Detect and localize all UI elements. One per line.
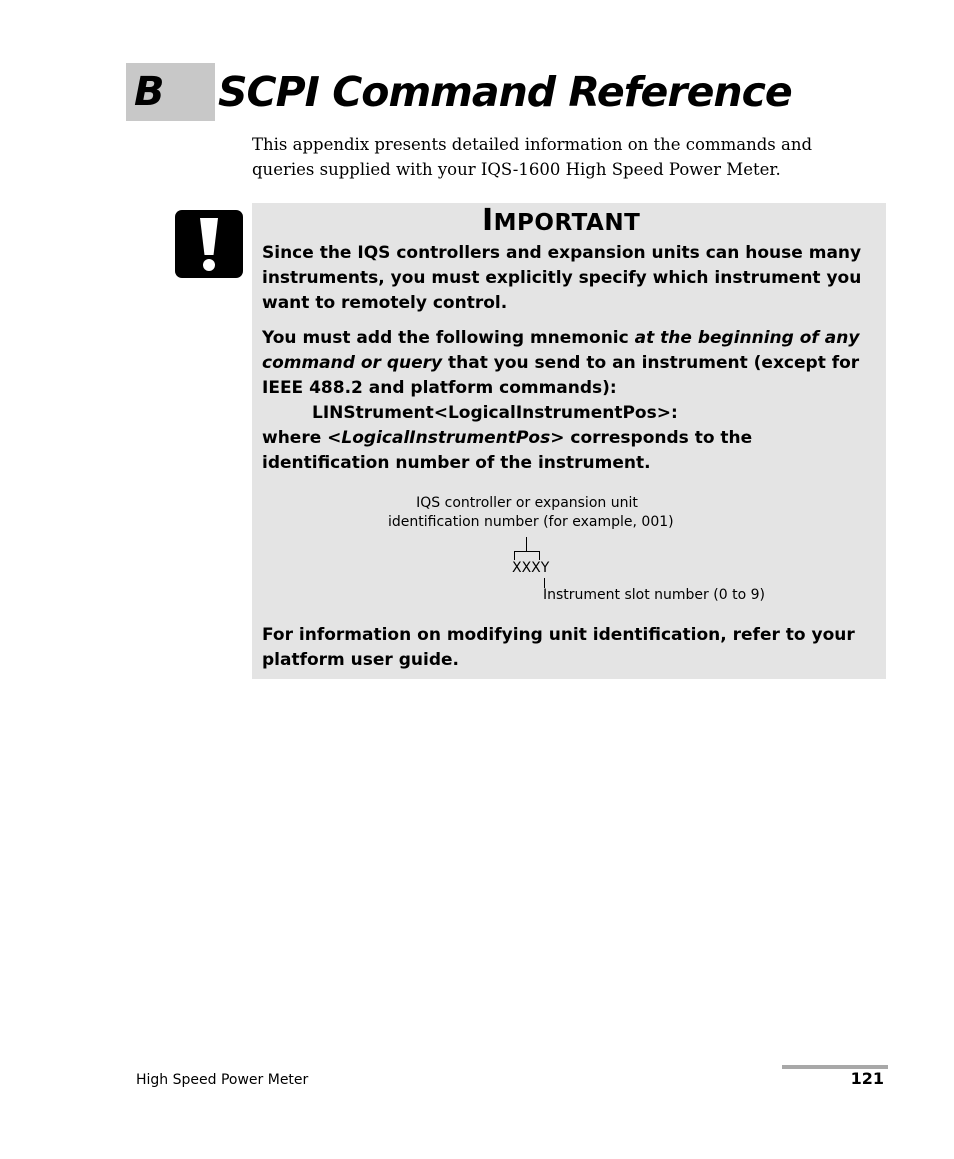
important-heading: IMPORTANT — [482, 203, 641, 238]
mnemonic-instruction: You must add the following mnemonic at the beginning of any command or query that you send to an instrument (except for IEEE 488.2 and platform commands): — [262, 328, 860, 398]
mnemonic-explanation: where <LogicalInstrumentPos> corresponds to the identification number of the instrument. — [262, 428, 753, 473]
diagram-connector-vertical — [526, 537, 527, 552]
important-paragraph-1: Since the IQS controllers and expansion units can house many instruments, you must explicitly specify which instrument you want to remotely control. — [262, 243, 862, 313]
diagram-unit-label: IQS controller or expansion unit identification number (for example, 001) — [388, 495, 674, 530]
chapter-title: SCPI Command Reference — [218, 68, 792, 116]
important-exclamation-icon — [175, 210, 243, 278]
important-paragraph-2 — [262, 326, 878, 476]
important-paragraph-3: For information on modifying unit identification, refer to your platform user guide. — [262, 625, 855, 670]
diagram-slot-label: Instrument slot number (0 to 9) — [543, 587, 765, 603]
intro-paragraph: This appendix presents detailed information on the commands and queries supplied with your IQS-1600 High Speed Power Meter. — [252, 135, 813, 179]
chapter-letter: B — [134, 69, 165, 115]
mnemonic-code: LINStrument<LogicalInstrumentPos>: — [312, 403, 678, 423]
footer-title: High Speed Power Meter — [136, 1072, 309, 1088]
page-number: 121 — [850, 1069, 884, 1088]
diagram-bracket-horizontal — [514, 551, 540, 552]
diagram-code: XXXY — [512, 560, 550, 576]
